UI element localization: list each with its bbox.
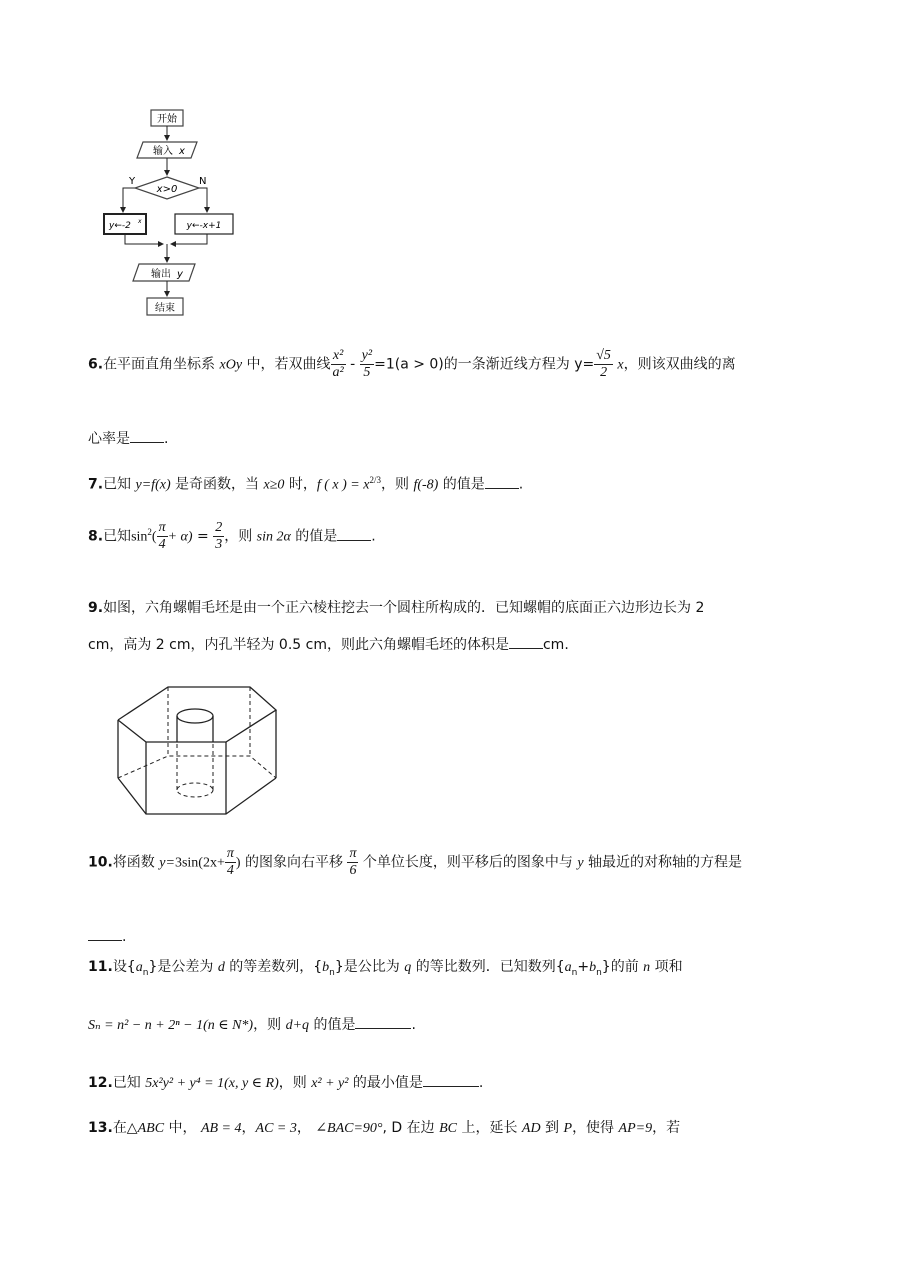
answer-blank[interactable] [423, 1072, 479, 1087]
cylinder-bottom [177, 783, 213, 797]
answer-blank[interactable] [130, 428, 164, 443]
q11-text-3: 的等差数列，{ [224, 959, 323, 975]
q13-text-7: ，若 [652, 1120, 681, 1136]
q11-text-1: 设{ [112, 959, 136, 975]
q11-text-2: }是公差为 [148, 959, 218, 975]
question-13 [88, 1118, 680, 1139]
q8-paren: ( [151, 529, 157, 545]
q7-text-2: 是奇函数，当 [170, 476, 264, 493]
flowchart-no-label: N [199, 176, 207, 187]
question-number: 10. [88, 854, 113, 871]
q8-frac-num: π [158, 520, 166, 535]
q10-frac [225, 846, 236, 879]
q11-text-7: 项和 [650, 959, 683, 975]
q13-text-2: 中， [164, 1120, 201, 1136]
flowchart-condition-label: x>0 [156, 184, 178, 195]
q6-line-2: 心率是 [88, 431, 130, 447]
q13-ab: AB = 4 [200, 1121, 242, 1136]
q10-frac-den: 4 [226, 863, 234, 878]
q10-close: ) [235, 855, 241, 871]
q6-frac-1 [331, 348, 346, 381]
q13-ad: AD [521, 1121, 541, 1136]
q11-text-9: 的值是 [309, 1017, 356, 1033]
flowchart-left-label: y←-2 [109, 221, 131, 231]
q6-frac-2-den: 5 [363, 365, 371, 380]
q13-bc: BC [439, 1121, 458, 1136]
q10-text-1: 将函数 [112, 854, 160, 871]
q8-plus: + α) [167, 529, 193, 545]
q13-sep-1: ， [241, 1120, 256, 1136]
q6-text-2: 中，若双曲线 [242, 356, 331, 373]
q11-text-4: }是公比为 [334, 959, 405, 975]
q11-an: a [135, 960, 143, 975]
flowchart-input-label: 输入 [153, 146, 173, 157]
q7-expr: f ( x ) = x [316, 477, 370, 493]
q13-ac: AC = 3 [255, 1121, 297, 1136]
q12-target: x² + y² [311, 1076, 349, 1091]
flowchart-start-label: 开始 [157, 114, 177, 125]
q11-bn: b [322, 960, 330, 975]
question-number: 6. [88, 356, 104, 373]
q8-expr: sin 2α [256, 529, 291, 545]
q10-end: . [122, 929, 127, 945]
q7-expr-exp: 2/3 [369, 475, 381, 485]
flowchart-end-label: 结束 [155, 303, 175, 314]
q10-y: y= [159, 855, 175, 871]
q10-text-4: 轴最近的对称轴的方程是 [583, 854, 743, 871]
question-6 [88, 348, 736, 381]
q12-text-1: 已知 [112, 1075, 146, 1091]
question-number: 7. [88, 476, 104, 493]
question-9-line-2 [88, 634, 569, 655]
q11-n: n [643, 960, 651, 975]
q8-eq: = [197, 528, 209, 545]
q6-frac-2 [360, 348, 374, 381]
q7-text-5: 的值是 [438, 476, 485, 493]
q13-text-4: 上，延长 [457, 1120, 522, 1136]
q11-q: q [404, 960, 412, 975]
q8-frac-den: 4 [158, 537, 166, 552]
q13-sep-2: ， [296, 1120, 316, 1136]
q13-text-1: 在△ [112, 1120, 138, 1136]
question-8 [88, 520, 376, 553]
flowchart-yes-label: Y [129, 176, 136, 187]
q8-sin: sin [131, 529, 148, 545]
q7-end: . [518, 476, 524, 493]
q12-end: . [478, 1075, 484, 1091]
flowchart-output-var: y [177, 269, 183, 280]
q7-fval: f(-8) [413, 477, 439, 493]
q6-var-x: x [617, 357, 624, 373]
q12-expr: 5x²y² + y⁴ = 1(x, y ∈ R) [145, 1076, 279, 1091]
question-7 [88, 470, 523, 496]
q11-text-6: }的前 [601, 959, 644, 975]
q12-text-3: 的最小值是 [348, 1075, 423, 1091]
q10-shift [347, 846, 358, 879]
q11-end: . [411, 1017, 416, 1033]
q8-end: . [371, 528, 376, 545]
q7-text-4: ，则 [380, 476, 414, 493]
q13-tri: ABC [137, 1121, 165, 1136]
q7-text-3: 时， [284, 476, 317, 493]
q9-line-2a: cm，高为 2 cm，内孔半轻为 0.5 cm，则此六角螺帽毛坯的体积是 [88, 637, 509, 653]
q8-text-1: 已知 [103, 528, 132, 545]
q9-line-2b: cm. [542, 637, 569, 653]
answer-blank[interactable] [88, 926, 122, 941]
q6-frac-3-den: 2 [600, 365, 608, 380]
question-6-line-2 [88, 428, 168, 449]
q7-func: y=f(x) [135, 477, 171, 493]
q13-text-5: 到 [540, 1120, 564, 1136]
question-10 [88, 846, 742, 879]
q13-text-3: , D 在边 [382, 1120, 440, 1136]
q6-text-3: =1(a > 0)的一条渐近线方程为 y= [374, 356, 595, 373]
question-12 [88, 1072, 483, 1094]
q11-formula: Sₙ = n² − n + 2ⁿ − 1(n ∈ N*) [88, 1018, 254, 1033]
q6-text-4: ，则该双曲线的离 [623, 356, 736, 373]
question-number: 9. [88, 600, 104, 616]
flowchart-input-var: x [179, 146, 185, 157]
question-9 [88, 598, 704, 618]
q10-shift-den: 6 [349, 863, 357, 878]
q6-frac-1-num: x² [331, 348, 346, 365]
question-number: 13. [88, 1120, 113, 1136]
q8-text-2: ，则 [224, 528, 257, 545]
question-number: 12. [88, 1075, 113, 1091]
q8-rhs-num: 2 [215, 520, 223, 535]
answer-blank[interactable] [337, 526, 371, 541]
q10-yaxis: y [577, 855, 584, 871]
q13-text-6: ，使得 [572, 1120, 619, 1136]
question-10-line-2 [88, 926, 126, 947]
hex-top [118, 687, 276, 742]
flowchart-left-exp: x [138, 218, 142, 225]
answer-blank[interactable] [509, 634, 543, 649]
q7-cond: x≥0 [263, 477, 285, 493]
question-11-line-2 [88, 1014, 416, 1036]
q8-sq: 2 [147, 526, 152, 537]
q11-d: d [217, 960, 225, 975]
question-number: 8. [88, 528, 104, 545]
q6-end: . [164, 431, 169, 447]
q7-text-1: 已知 [103, 476, 136, 493]
q6-text-1: 在平面直角坐标系 [103, 356, 220, 373]
q12-text-2: ，则 [278, 1075, 312, 1091]
question-11: 11.设$\{a_n\}$是公差为 d 的等差数列，$\{b_n\}$是公比为 q 的等比数列．已知数列$\{a_n+b_n\}$的前 n 项和 [88, 959, 683, 978]
q10-text-2: 的图象向右平移 [240, 854, 348, 871]
q8-text-3: 的值是 [290, 528, 338, 545]
question-number: 11. [88, 959, 113, 975]
q6-frac-3-num: √5 [596, 348, 611, 363]
answer-blank[interactable] [485, 474, 519, 489]
q6-coord: xOy [219, 357, 243, 373]
q10-frac-num: π [226, 846, 234, 861]
q6-frac-3 [594, 348, 613, 381]
q13-ap: AP=9 [618, 1121, 653, 1136]
q11-text-8: ，则 [253, 1017, 286, 1033]
cylinder-top [177, 709, 213, 723]
hex-nut-figure [108, 678, 308, 823]
q6-minus: - [345, 356, 360, 373]
q9-line-1: 如图，六角螺帽毛坯是由一个正六棱柱挖去一个圆柱所构成的．已知螺帽的底面正六边形边长为 2 [103, 600, 705, 616]
q6-frac-2-num: y² [361, 348, 373, 363]
q13-angle: ∠BAC=90° [315, 1121, 383, 1136]
flowchart [95, 102, 245, 322]
q8-rhs-den: 3 [215, 537, 223, 552]
q11-sum: a [564, 960, 572, 975]
q6-frac-1-den: a² [332, 365, 344, 380]
q8-frac [157, 520, 168, 553]
q10-text-3: 个单位长度，则平移后的图象中与 [358, 854, 578, 871]
q10-expr: 3sin(2x+ [174, 855, 225, 871]
q11-dq: d+q [285, 1018, 310, 1033]
flowchart-output-label: 输出 [151, 269, 171, 280]
q13-p: P [563, 1121, 573, 1136]
q10-shift-num: π [349, 846, 357, 861]
answer-blank[interactable] [355, 1014, 411, 1029]
q11-text-5: 的等比数列．已知数列{ [411, 959, 565, 975]
q8-rhs [213, 520, 224, 553]
flowchart-right-label: y←-x+1 [186, 221, 222, 231]
